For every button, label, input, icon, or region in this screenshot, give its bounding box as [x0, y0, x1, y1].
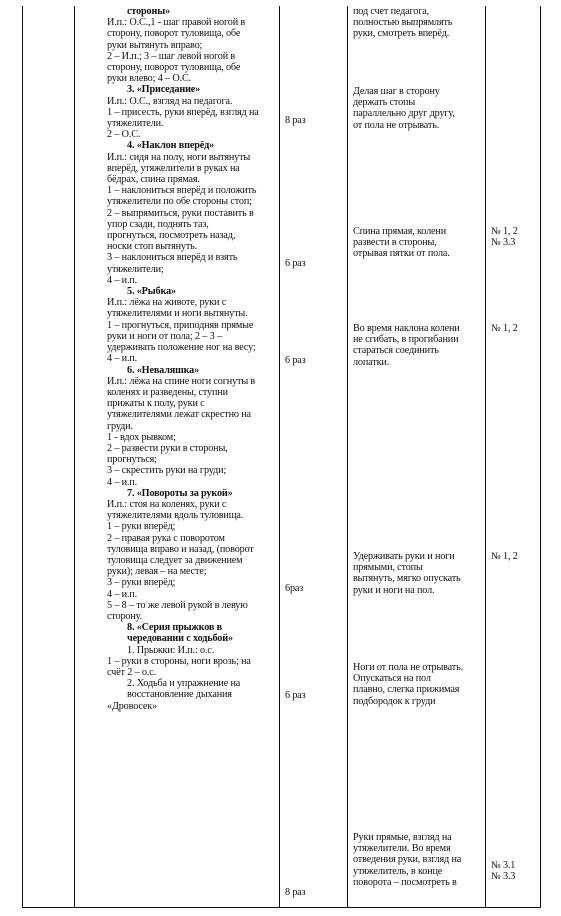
method-note-line: параллельно друг другу, — [353, 108, 455, 120]
method-note-line: отведения руки, взгляд на — [353, 854, 462, 866]
method-note-line: полностью выпрямлять — [353, 17, 453, 29]
exercise-description-column — [107, 6, 279, 712]
method-note-line: лопатки. — [353, 356, 390, 368]
exercise-line: упор сзади, поднять таз, — [107, 218, 209, 230]
exercise-line: 1 - вдох рывком; — [107, 431, 176, 443]
method-note — [353, 832, 483, 888]
illustration-reference — [491, 323, 541, 334]
exercise-line: счёт 2 – о.с. — [107, 666, 157, 678]
exercise-line: 2. Ходьба и упражнение на — [127, 678, 241, 690]
method-note-line: Во время наклона колени — [353, 323, 460, 334]
reference-line: № 1, 2 — [491, 551, 518, 562]
repetition-count: 6 раз — [285, 258, 306, 269]
exercise-line: носки стоп вытянуть. — [107, 241, 198, 253]
exercise-line: 2 – выпрямиться, руки поставить в — [107, 207, 254, 219]
exercise-line: 8. «Серия прыжков в — [127, 622, 223, 634]
reference-line: № 1, 2 — [491, 323, 518, 334]
exercise-line: 1 – присесть, руки вперёд, взгляд на — [107, 106, 259, 118]
method-note-line: Опускаться на пол — [353, 673, 431, 685]
exercise-line: 4 – и.п. — [107, 476, 138, 488]
method-note-line: плавно, слегка прижимая — [353, 684, 460, 696]
method-note-line: стараться соединить — [353, 345, 439, 357]
method-note-line: руки, смотреть вперёд. — [353, 28, 450, 40]
exercise-line: прогнуться, посмотреть назад, — [107, 230, 236, 242]
method-note — [353, 226, 483, 260]
method-note-line: утяжелитель, в конце — [353, 865, 443, 877]
exercise-line: стороны» — [127, 6, 170, 17]
exercise-line: туловища вправо и назад, (поворот — [107, 543, 254, 555]
method-note — [353, 551, 483, 596]
exercise-line: восстановление дыхания — [127, 689, 232, 701]
exercise-line: бёдрах, спина прямая. — [107, 174, 200, 186]
exercise-line: утяжелители по обе стороны стоп; — [107, 196, 252, 208]
method-note-line: Делая шаг в сторону — [353, 86, 440, 97]
column-divider-3 — [347, 6, 348, 908]
exercise-line: утяжелители. — [107, 118, 164, 130]
exercise-line: 5. «Рыбка» — [127, 286, 176, 298]
exercise-line: 3 – руки вперёд; — [107, 577, 176, 589]
exercise-line: коленях и разведены, ступни — [107, 386, 228, 398]
exercise-line: 3. «Приседание» — [127, 84, 201, 96]
method-note — [353, 323, 483, 368]
repetition-count: 6 раз — [285, 690, 306, 701]
exercise-line: «Дровосек» — [107, 700, 158, 712]
column-divider-2 — [279, 6, 280, 908]
exercise-line: сторону, поворот туловища, обе — [107, 62, 241, 74]
exercise-line: руки); левая – на месте; — [107, 566, 207, 578]
exercise-line: вперёд, утяжелители в руках на — [107, 162, 240, 174]
exercise-line: И.п.: О.С.,1 - шаг правой ногой в — [107, 17, 246, 29]
exercise-line: 3 – скрестить руки на груди; — [107, 465, 227, 477]
reference-line: № 3.1 — [491, 860, 516, 871]
exercise-line: чередовании с ходьбой» — [127, 633, 233, 645]
reference-line: № 3.3 — [491, 871, 516, 883]
method-note-line: Руки прямые, взгляд на — [353, 832, 452, 843]
exercise-line: 5 – 8 – то же левой рукой в левую — [107, 599, 248, 611]
exercise-line: 1 – наклониться вперёд и положить — [107, 185, 257, 197]
reference-line: № 1, 2 — [491, 226, 518, 237]
reference-line: № 3.3 — [491, 237, 516, 249]
method-note-line: от пола не отрывать. — [353, 119, 440, 131]
method-note-line: прямыми, стопы — [353, 562, 423, 574]
method-note-line: утяжелители. Во время — [353, 843, 451, 855]
exercise-line: И.п.: лёжа на спине ноги согнуты в — [107, 375, 256, 387]
exercise-line: прижаты к полу, руки с — [107, 398, 205, 410]
method-note-line: развести в стороны, — [353, 237, 437, 249]
exercise-line: прогнуться; — [107, 454, 157, 466]
method-note-line: Спина прямая, колени — [353, 226, 447, 237]
exercise-line: И.п.: сидя на полу, ноги вытянуты — [107, 151, 251, 163]
exercise-line: сторону, поворот туловища, обе — [107, 28, 241, 40]
exercise-line: груди. — [107, 420, 133, 432]
illustration-reference — [491, 860, 541, 882]
method-note-line: Ноги от пола не отрывать. — [353, 662, 463, 673]
exercise-line: 3 – наклониться вперёд и взять — [107, 252, 238, 264]
exercise-line: 1 – руки вперёд; — [107, 521, 176, 533]
method-note-line: подбородок к груди — [353, 695, 436, 707]
method-note-line: под счет педагога, — [353, 6, 430, 17]
exercise-line: И.п.: стоя на коленях, руки с — [107, 498, 227, 510]
table-bottom-border — [22, 907, 541, 908]
exercise-line: И.п.: лёжа на животе, руки с — [107, 297, 227, 309]
exercise-line: 4 – и.п. — [107, 274, 138, 286]
exercise-line: удерживать положение ног на весу; — [107, 342, 256, 354]
exercise-line: 4. «Наклон вперёд» — [127, 140, 215, 152]
exercise-line: 2 – правая рука с поворотом — [107, 532, 225, 544]
repetition-count: 8 раз — [285, 115, 306, 126]
method-note — [353, 662, 483, 707]
method-note-line: вытянуть, мягко опускать — [353, 573, 461, 585]
exercise-line: утяжелителями вдоль туловища. — [107, 510, 244, 522]
method-note-line: не сгибать, в прогибании — [353, 334, 459, 346]
exercise-line: 4 – и.п. — [107, 588, 138, 600]
exercise-line: 7. «Повороты за рукой» — [127, 487, 233, 499]
exercise-line: 1 – руки в стороны, ноги врозь; на — [107, 655, 251, 667]
exercise-line: И.п.: О.С., взгляд на педагога. — [107, 95, 233, 107]
repetition-count: 6раз — [285, 583, 304, 594]
method-note-line: поворота – посмотреть в — [353, 876, 457, 888]
exercise-line: утяжелителями лежат скрестно на — [107, 409, 251, 421]
method-note-line: руки и ноги на пол. — [353, 584, 435, 596]
exercise-line: 2 – О.С. — [107, 129, 141, 141]
repetition-count: 6 раз — [285, 355, 306, 366]
exercise-line: руки влево; 4 – О.С. — [107, 73, 192, 85]
exercise-line: сторону. — [107, 610, 142, 622]
method-note-line: Удерживать руки и ноги — [353, 551, 455, 562]
exercise-line: 6. «Неваляшка» — [127, 364, 200, 376]
illustration-reference — [491, 226, 541, 248]
exercise-line: утяжелителями и ноги вытянуты. — [107, 308, 248, 320]
column-divider-4 — [485, 6, 486, 908]
illustration-reference — [491, 551, 541, 562]
repetition-count: 8 раз — [285, 887, 306, 898]
exercise-line: 2 – развести руки в стороны, — [107, 442, 228, 454]
exercise-line: руки вытянуть вправо; — [107, 39, 203, 51]
exercise-line: утяжелители; — [107, 263, 164, 275]
method-note-line: отрывая пятки от пола. — [353, 248, 450, 260]
method-note-line: держать стопы — [353, 97, 416, 109]
exercise-line: 2 – И.п.; 3 – шаг левой ногой в — [107, 50, 236, 62]
exercise-line: 1 – прогнуться, приподняв прямые — [107, 319, 254, 331]
table-border-right — [540, 6, 541, 908]
table-border-left — [22, 6, 23, 908]
exercise-line: руки и ноги от пола; 2 – 3 – — [107, 330, 222, 342]
exercise-line: туловища следует за движением — [107, 554, 243, 566]
exercise-line: 1. Прыжки: И.п.: о.с. — [127, 644, 215, 656]
exercise-line: 4 – и.п. — [107, 353, 138, 365]
method-note — [353, 86, 483, 131]
method-note — [353, 6, 483, 40]
column-divider-1 — [74, 6, 75, 908]
